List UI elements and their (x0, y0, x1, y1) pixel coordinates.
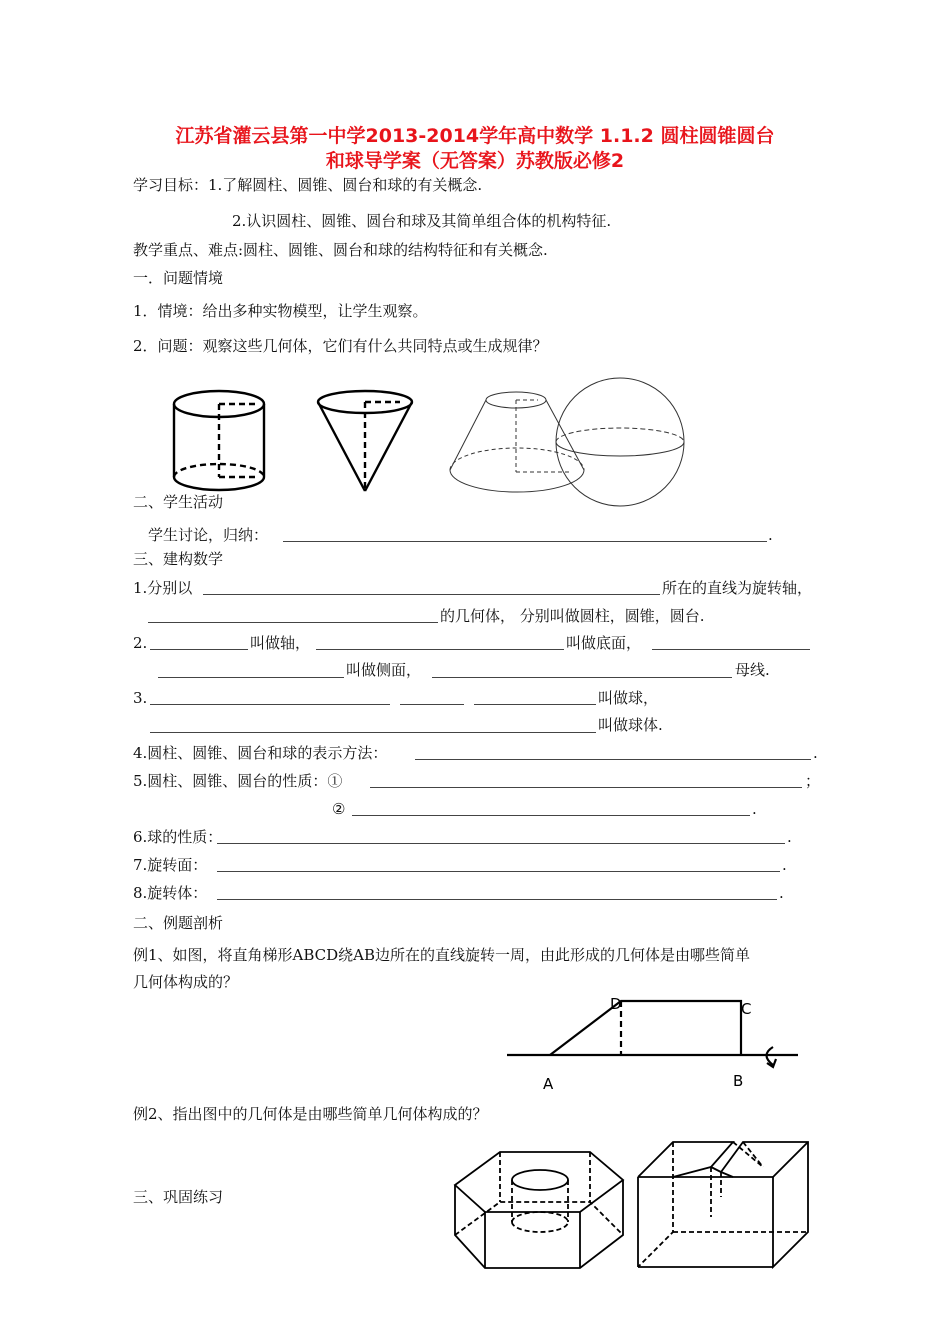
section-5-heading: 三、巩固练习 (133, 1188, 224, 1206)
sphere-figure (556, 378, 684, 506)
discussion-end: . (768, 526, 773, 544)
item-2-side: 叫做侧面， (346, 661, 422, 679)
item-1-end: 的几何体， 分别叫做圆柱，圆锥，圆台. (440, 607, 705, 625)
example-1-line-2: 几何体构成的？ (133, 973, 239, 991)
item-8-end: . (779, 884, 784, 902)
discussion-label: 学生讨论，归纳： (148, 526, 269, 544)
hex-nut-figure (450, 1140, 630, 1272)
section-3-heading: 三、建构数学 (133, 550, 224, 568)
item-8: 8.旋转体： (133, 884, 208, 902)
item-3-blank-a[interactable] (150, 704, 390, 705)
label-b: B (733, 1072, 744, 1090)
item-5-blank-b[interactable] (352, 815, 750, 816)
teaching-focus: 教学重点、难点:圆柱、圆锥、圆台和球的结构特征和有关概念. (133, 241, 548, 259)
item-3-start: 3. (133, 689, 148, 707)
item-2-start: 2. (133, 634, 148, 652)
frustum-figure (450, 392, 584, 492)
item-7-blank[interactable] (217, 871, 780, 872)
question-2: 2．问题：观察这些几何体，它们有什么共同特点或生成规律？ (133, 337, 548, 355)
section-4-heading: 二、例题剖析 (133, 914, 224, 932)
section-1-heading: 一．问题情境 (133, 269, 224, 287)
label-a: A (543, 1075, 554, 1093)
item-4-end: . (813, 744, 818, 762)
item-3-blank-d[interactable] (150, 732, 596, 733)
item-3-blank-c[interactable] (474, 704, 596, 705)
item-5-second-end: . (752, 800, 757, 818)
cone-figure (318, 391, 412, 491)
item-1-blank-b[interactable] (148, 622, 438, 623)
item-1-start: 1.分别以 (133, 579, 193, 597)
cylinder-figure (174, 391, 264, 490)
item-6-blank[interactable] (217, 843, 785, 844)
item-1-blank-a[interactable] (203, 594, 660, 595)
item-2-axis: 叫做轴， (250, 634, 311, 652)
label-d: D (610, 995, 622, 1013)
title-line-2: 和球导学案（无答案）苏教版必修2 (325, 150, 625, 172)
item-3-ball: 叫做球体. (598, 716, 663, 734)
item-2-blank-e[interactable] (432, 677, 732, 678)
item-5-second: ② (332, 800, 346, 818)
item-3-blank-b[interactable] (400, 704, 464, 705)
example-1-line-1: 例1、如图，将直角梯形ABCD绕AB边所在的直线旋转一周，由此形成的几何体是由哪些简单 (133, 946, 751, 964)
item-4: 4.圆柱、圆锥、圆台和球的表示方法： (133, 744, 388, 762)
example-2: 例2、指出图中的几何体是由哪些简单几何体构成的？ (133, 1105, 488, 1123)
item-5-blank-a[interactable] (370, 787, 802, 788)
solids-figure (160, 380, 680, 500)
item-1-mid: 所在的直线为旋转轴， (662, 579, 813, 597)
item-5-end: ； (805, 772, 821, 790)
item-2-generatrix: 母线. (735, 661, 770, 679)
title-line-1: 江苏省灌云县第一中学2013-2014学年高中数学 1.1.2 圆柱圆锥圆台 (175, 125, 775, 147)
learning-goal-2: 2.认识圆柱、圆锥、圆台和球及其简单组合体的机构特征. (232, 212, 612, 230)
item-2-blank-a[interactable] (150, 649, 248, 650)
item-2-blank-b[interactable] (316, 649, 564, 650)
trapezoid-figure (505, 995, 805, 1100)
item-6: 6.球的性质： (133, 828, 223, 846)
item-2-base: 叫做底面， (566, 634, 642, 652)
item-7: 7.旋转面： (133, 856, 208, 874)
discussion-blank[interactable] (283, 541, 767, 542)
item-6-end: . (787, 828, 792, 846)
label-c: C (741, 1000, 752, 1018)
question-1: 1．情境：给出多种实物模型，让学生观察。 (133, 302, 428, 320)
item-8-blank[interactable] (217, 899, 777, 900)
item-2-blank-d[interactable] (158, 677, 344, 678)
item-4-blank[interactable] (415, 759, 811, 760)
item-2-blank-c[interactable] (652, 649, 810, 650)
item-3-sphere: 叫做球， (598, 689, 659, 707)
notched-block-figure (633, 1137, 818, 1272)
item-5: 5.圆柱、圆锥、圆台的性质：① (133, 772, 343, 790)
learning-goal-1: 学习目标：1.了解圆柱、圆锥、圆台和球的有关概念. (133, 176, 483, 194)
item-7-end: . (782, 856, 787, 874)
section-2-heading: 二、学生活动 (133, 493, 224, 511)
